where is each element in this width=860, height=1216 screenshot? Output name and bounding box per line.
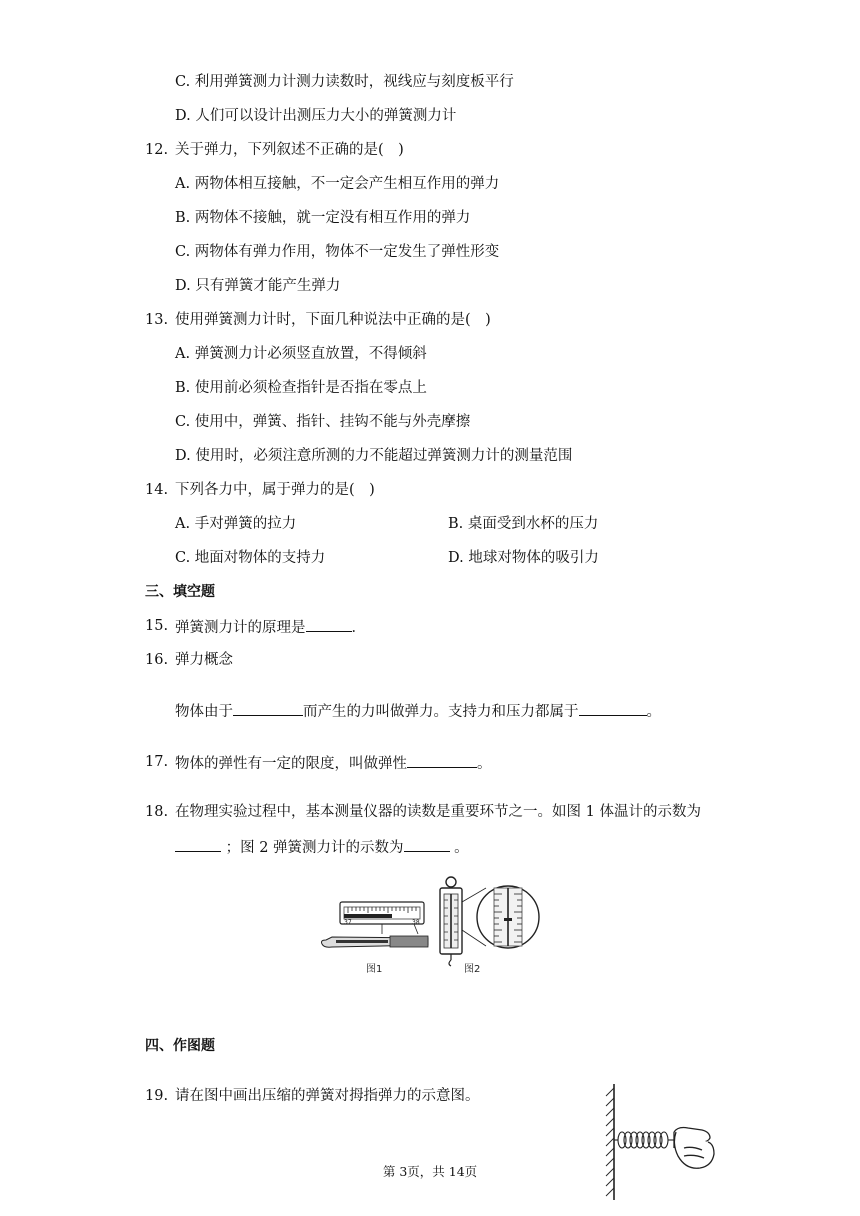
q13-option-d: D. 使用时，必须注意所测的力不能超过弹簧测力计的测量范围	[175, 448, 573, 464]
q17-stem: 物体的弹性有一定的限度，叫做弹性 。	[175, 752, 492, 774]
q13-number: 13.	[145, 312, 169, 328]
q13-option-c: C. 使用中，弹簧、指针、挂钩不能与外壳摩擦	[175, 414, 471, 430]
fig1-caption: 图1	[366, 964, 383, 975]
compressed-spring	[614, 1132, 674, 1148]
fig2-caption: 图2	[464, 964, 481, 975]
q12-stem: 关于弹力，下列叙述不正确的是( )	[175, 142, 404, 158]
q18-stem-line2: ；图 2 弹簧测力计的示数为 。	[175, 836, 469, 858]
q19-stem: 请在图中画出压缩的弹簧对拇指弹力的示意图。	[175, 1088, 480, 1104]
q15-number: 15.	[145, 618, 169, 634]
q16-answer-blank-2[interactable]	[579, 700, 647, 716]
q14-number: 14.	[145, 482, 169, 498]
q14-option-c: C. 地面对物体的支持力	[175, 550, 326, 566]
q12-option-c: C. 两物体有弹力作用，物体不一定发生了弹性形变	[175, 244, 500, 260]
q18-answer-blank-1[interactable]	[175, 836, 221, 852]
q11-option-c: C. 利用弹簧测力计测力读数时，视线应与刻度板平行	[175, 74, 514, 90]
q19-number: 19.	[145, 1088, 169, 1104]
thermometer-tick-38: 38	[412, 919, 420, 926]
q12-option-b: B. 两物体不接触，就一定没有相互作用的弹力	[175, 210, 471, 226]
wall	[606, 1084, 614, 1200]
q12-option-d: D. 只有弹簧才能产生弹力	[175, 278, 341, 294]
q15-answer-blank[interactable]	[306, 616, 352, 632]
q13-stem: 使用弹簧测力计时，下面几种说法中正确的是( )	[175, 312, 491, 328]
q18-figure	[318, 874, 548, 978]
q14-option-b: B. 桌面受到水杯的压力	[448, 516, 599, 532]
section-heading-fill-in: 三、填空题	[145, 584, 215, 600]
q18-number: 18.	[145, 804, 169, 820]
q19-spring-thumb-figure[interactable]	[598, 1082, 718, 1202]
q14-option-a: A. 手对弹簧的拉力	[175, 516, 297, 532]
q13-option-a: A. 弹簧测力计必须竖直放置，不得倾斜	[175, 346, 427, 362]
thermometer-figure	[322, 902, 429, 975]
page-footer: 第 3页，共 14页	[382, 1164, 478, 1179]
q11-option-d: D. 人们可以设计出测压力大小的弹簧测力计	[175, 108, 457, 124]
q18-answer-blank-2[interactable]	[404, 836, 450, 852]
q17-answer-blank[interactable]	[407, 752, 477, 768]
q16-answer-blank-1[interactable]	[233, 700, 303, 716]
q14-stem: 下列各力中，属于弹力的是( )	[175, 482, 375, 498]
q16-number: 16.	[145, 652, 169, 668]
q12-option-a: A. 两物体相互接触，不一定会产生相互作用的弹力	[175, 176, 500, 192]
q16-title: 弹力概念	[175, 652, 233, 668]
q15-stem: 弹簧测力计的原理是 ．	[175, 616, 366, 638]
q12-number: 12.	[145, 142, 169, 158]
thermometer-tick-37: 37	[344, 919, 352, 926]
spring-scale-figure	[440, 877, 539, 975]
q14-option-d: D. 地球对物体的吸引力	[448, 550, 599, 566]
q13-option-b: B. 使用前必须检查指针是否指在零点上	[175, 380, 427, 396]
q16-body: 物体由于 而产生的力叫做弹力。支持力和压力都属于 。	[175, 700, 661, 722]
q18-stem: 在物理实验过程中，基本测量仪器的读数是重要环节之一。如图 1 体温计的示数为	[175, 804, 701, 820]
section-heading-drawing: 四、作图题	[145, 1038, 215, 1054]
q17-number: 17.	[145, 754, 169, 770]
